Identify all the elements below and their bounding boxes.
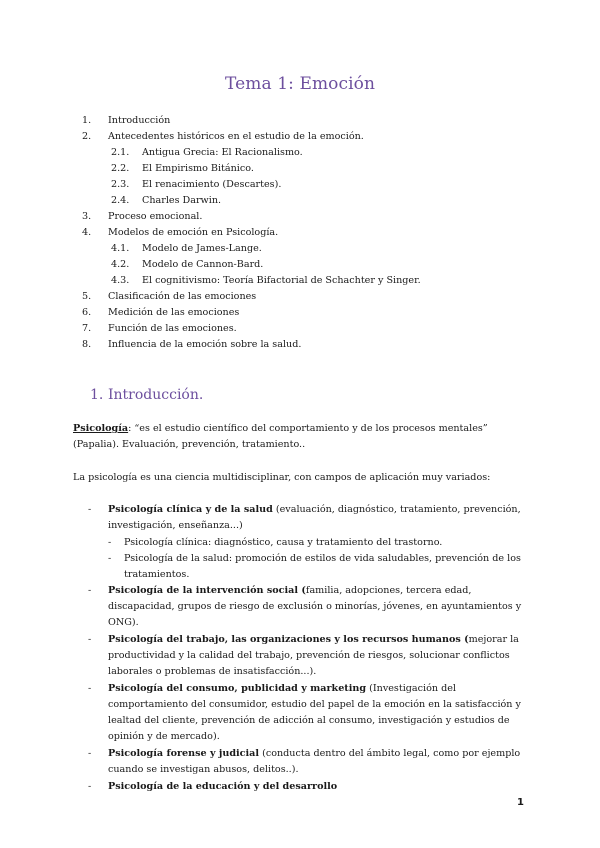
- table-of-contents: [82, 113, 542, 353]
- list-item: - Psicología de la intervención social (familia, adopciones, tercera edad, discapacidad, grupos de riesgo de exclusión o minorías, jóvenes, en ayuntamientos y ONG).: [88, 585, 522, 628]
- section-heading: 1. Introducción.: [90, 387, 204, 403]
- list-item: - Psicología del trabajo, las organizaciones y los recursos humanos (mejorar la productividad y la calidad del trabajo, prevención de riesgos, solucionar conflictos laborales o problemas de insatisfacción...).: [88, 634, 519, 677]
- sub-list-item: - Psicología clínica: diagnóstico, causa y tratamiento del trastorno.: [108, 537, 443, 548]
- toc-item: 5. Clasificación de las emociones: [82, 291, 257, 302]
- toc-item: 3. Proceso emocional.: [82, 211, 203, 222]
- application-fields-list: [88, 502, 538, 796]
- definition-paragraph: [73, 421, 533, 453]
- document-title: Tema 1: Emoción: [224, 74, 376, 94]
- page-number: 1: [517, 797, 524, 808]
- definition-term: Psicología: [73, 423, 129, 434]
- toc-item: 1. Introducción: [82, 115, 171, 126]
- toc-subitem: 4.3. El cognitivismo: Teoría Bifactorial de Schachter y Singer.: [111, 275, 421, 286]
- toc-item: 2. Antecedentes históricos en el estudio de la emoción.: [82, 131, 364, 142]
- toc-item: 6. Medición de las emociones: [82, 307, 240, 318]
- toc-subitem: 2.3. El renacimiento (Descartes).: [111, 179, 282, 190]
- toc-item: 7. Función de las emociones.: [82, 323, 237, 334]
- list-item: - Psicología del consumo, publicidad y marketing (Investigación del comportamiento del consumidor, estudio del papel de la emoción en la satisfacción y lealtad del cliente, prevención de adicción al consumo, investigación y estudios de opinión y de mercado).: [88, 683, 521, 742]
- sub-list-item: - Psicología de la salud: promoción de estilos de vida saludables, prevención de los tratamientos.: [108, 553, 521, 580]
- toc-subitem: 4.2. Modelo de Cannon-Bard.: [111, 259, 264, 270]
- definition-text: : “es el estudio científico del comportamiento y de los procesos mentales” (Papalia). Evaluación, prevención, tratamiento..: [73, 423, 488, 450]
- list-item: - Psicología clínica y de la salud (evaluación, diagnóstico, tratamiento, prevención, investigación, enseñanza...): [88, 504, 521, 531]
- toc-subitem: 2.1. Antigua Grecia: El Racionalismo.: [111, 147, 303, 158]
- list-item: - Psicología forense y judicial (conducta dentro del ámbito legal, como por ejemplo cuando se investigan abusos, delitos..).: [88, 748, 521, 775]
- toc-subitem: 4.1. Modelo de James-Lange.: [111, 243, 262, 254]
- toc-item: 4. Modelos de emoción en Psicología.: [82, 227, 279, 238]
- toc-subitem: 2.4. Charles Darwin.: [111, 195, 222, 206]
- toc-item: 8. Influencia de la emoción sobre la salud.: [82, 339, 302, 350]
- toc-subitem: 2.2. El Empirismo Bitánico.: [111, 163, 254, 174]
- intro-paragraph: La psicología es una ciencia multidisciplinar, con campos de aplicación muy variados:: [73, 472, 491, 483]
- list-item: - Psicología de la educación y del desarrollo: [88, 781, 338, 792]
